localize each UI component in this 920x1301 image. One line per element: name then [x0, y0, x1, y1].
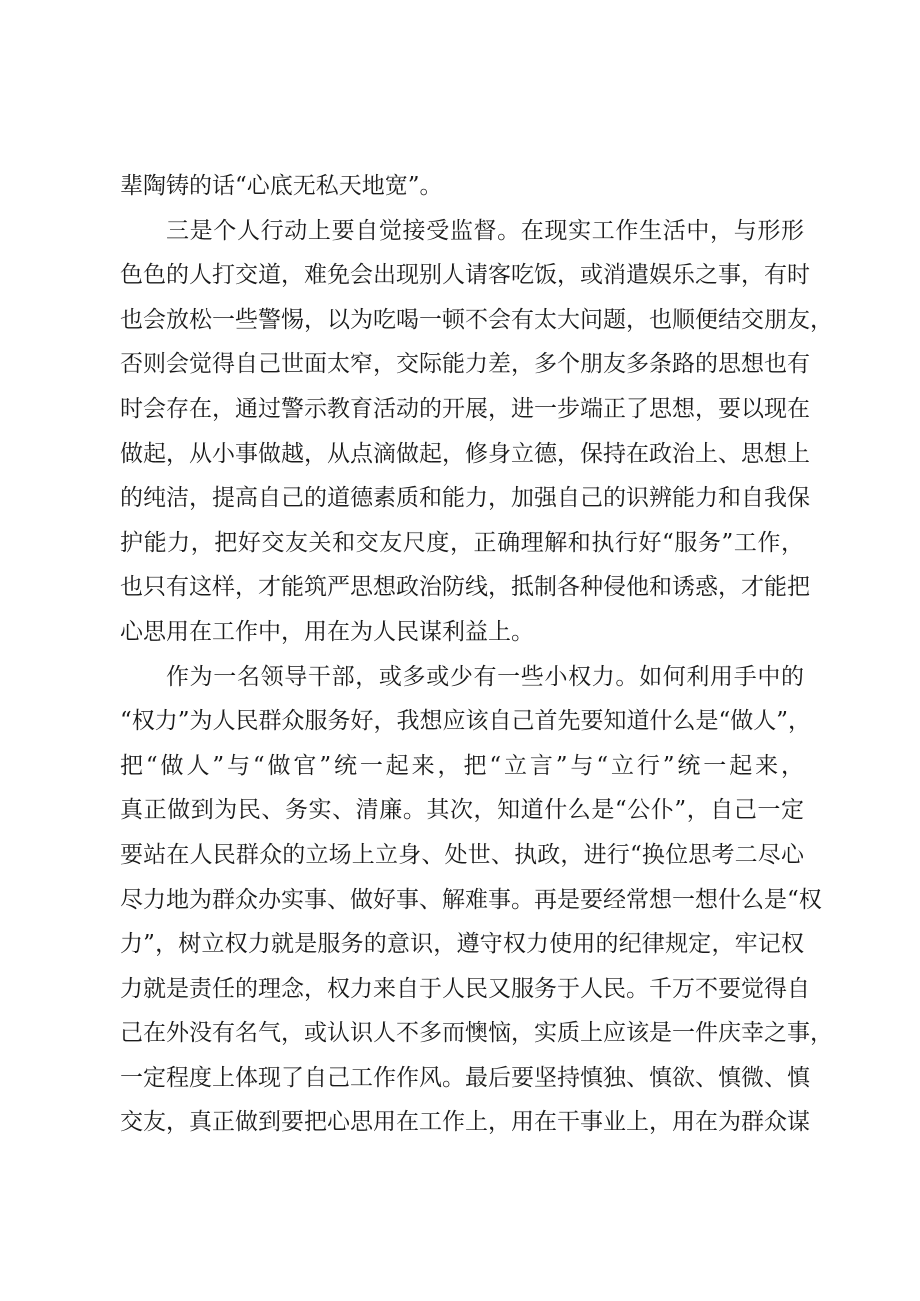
text-line: 要站在人民群众的立场上立身、处世、执政，进行“换位思考二尽心	[120, 841, 804, 868]
body-text	[120, 164, 833, 1145]
text-line: 交友，真正做到要把心思用在工作上，用在干事业上，用在为群众谋	[120, 1109, 810, 1136]
paragraph-first-line: 作为一名领导干部，或多或少有一些小权力。如何利用手中的	[166, 663, 804, 690]
text-line: 力”，树立权力就是服务的意识，遵守权力使用的纪律规定，牢记权	[120, 931, 804, 958]
text-line: 力就是责任的理念，权力来自于人民又服务于人民。千万不要觉得自	[120, 975, 810, 1002]
text-line: 辈陶铸的话“心底无私天地宽”。	[120, 173, 443, 199]
text-line: 把“做人”与“做官”统一起来，把“立言”与“立行”统一起来，	[120, 752, 804, 779]
text-line: 做起，从小事做越，从点滴做起，修身立德，保持在政治上、思想上	[120, 440, 810, 467]
text-line: 护能力，把好交友关和交友尺度，正确理解和执行好“服务”工作，	[120, 529, 804, 556]
text-line: 也会放松一些警惕，以为吃喝一顿不会有太大问题，也顺便结交朋友，	[120, 306, 833, 333]
text-line: 尽力地为群众办实事、做好事、解难事。再是要经常想一想什么是“权	[120, 886, 822, 913]
text-line: 也只有这样，才能筑严思想政治防线，抵制各种侵他和诱惑，才能把	[120, 574, 810, 601]
text-line: 否则会觉得自己世面太窄，交际能力差，多个朋友多条路的思想也有	[120, 351, 810, 378]
text-line: 真正做到为民、务实、清廉。其次，知道什么是“公仆”，自己一定	[120, 797, 804, 824]
text-line: 心思用在工作中，用在为人民谋利益上。	[120, 618, 534, 645]
text-line: 己在外没有名气，或认识人不多而懊恼，实质上应该是一件庆幸之事，	[120, 1020, 833, 1047]
text-line: 的纯洁，提高自己的道德素质和能力，加强自己的识辨能力和自我保	[120, 485, 810, 512]
paragraph-first-line: 三是个人行动上要自觉接受监督。在现实工作生活中，与形形	[166, 217, 804, 244]
text-line: 时会存在，通过警示教育活动的开展，进一步端正了思想，要以现在	[120, 395, 810, 422]
text-line: “权力”为人民群众服务好，我想应该自己首先要知道什么是“做人”，	[120, 708, 812, 735]
text-line: 一定程度上体现了自己工作作风。最后要坚持慎独、慎欲、慎微、慎	[120, 1064, 810, 1091]
text-line: 色色的人打交道，难免会出现别人请客吃饭，或消遣娱乐之事，有时	[120, 262, 810, 289]
